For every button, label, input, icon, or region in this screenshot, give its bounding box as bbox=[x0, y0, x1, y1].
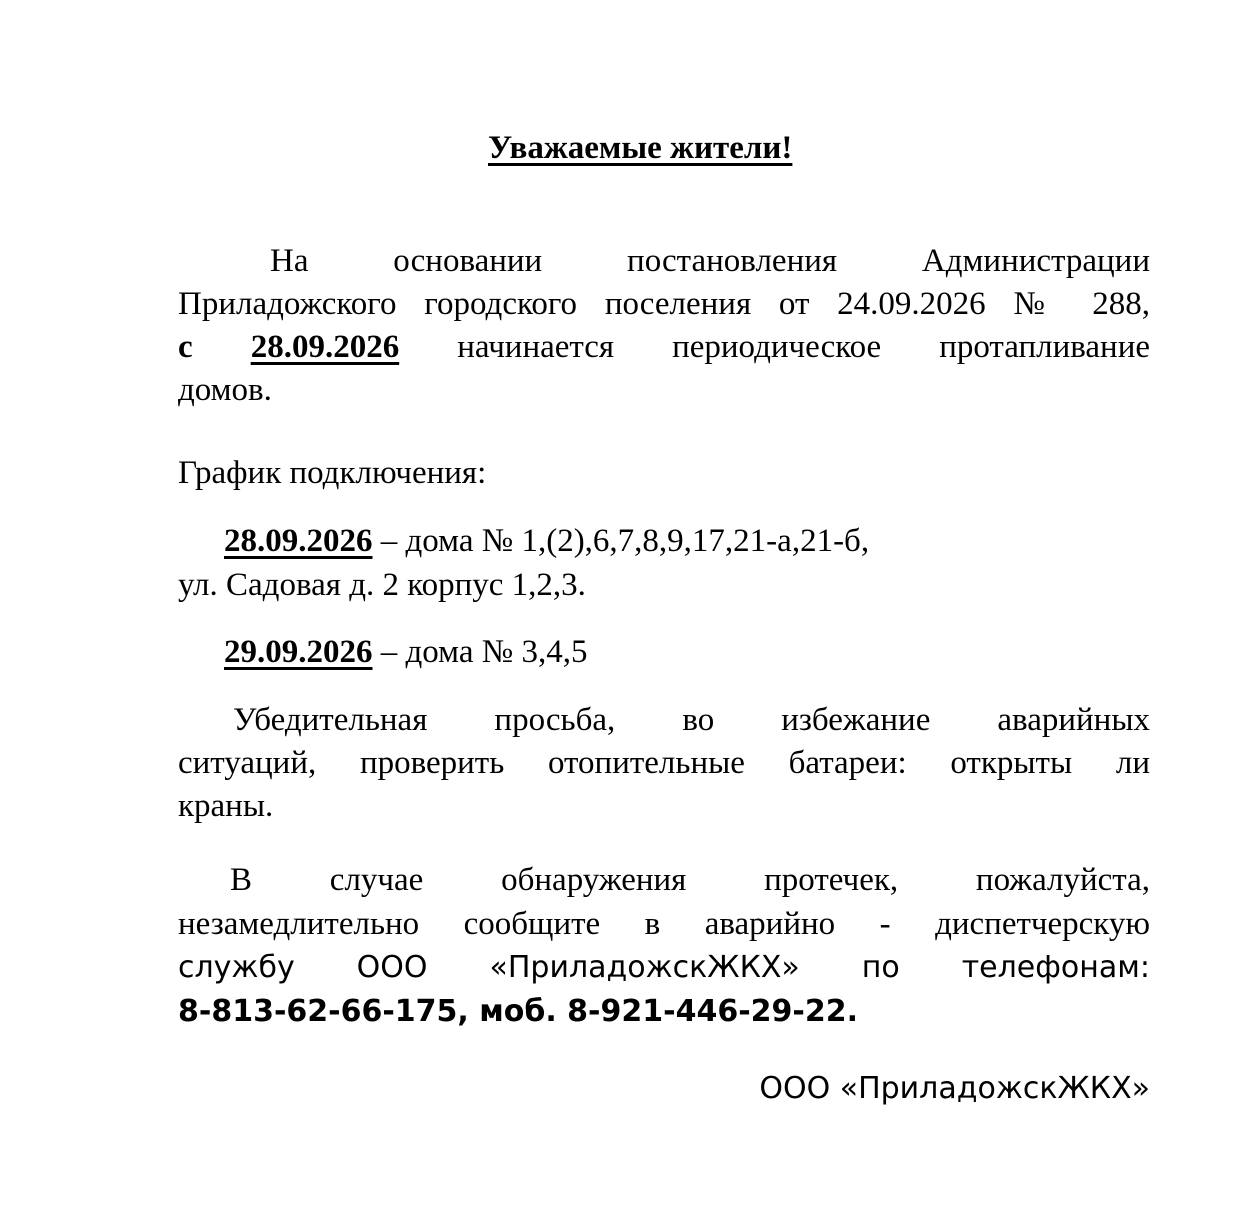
intro-line-3-text: начинается периодическое протапливание bbox=[457, 329, 1151, 365]
request-paragraph bbox=[178, 699, 1150, 828]
schedule-item-2 bbox=[224, 630, 587, 674]
schedule-item-1 bbox=[178, 519, 869, 607]
leaks-line-2: незамедлительно сообщите в аварийно - диспетчерскую bbox=[178, 906, 1150, 942]
intro-line-4: домов. bbox=[178, 372, 272, 408]
signature: ООО «ПриладожскЖКХ» bbox=[759, 1071, 1150, 1106]
notice-title: Уважаемые жители! bbox=[488, 130, 793, 166]
intro-line-2: Приладожского городского поселения от 24.09.2026 № 288, bbox=[178, 286, 1150, 322]
intro-paragraph bbox=[178, 240, 1150, 412]
schedule-date-1: 28.09.2026 bbox=[224, 523, 373, 559]
schedule-item-1-first-line bbox=[178, 519, 869, 563]
schedule-label: График подключения: bbox=[178, 455, 487, 491]
schedule-houses-1-cont: ул. Садовая д. 2 корпус 1,2,3. bbox=[178, 567, 586, 603]
intro-line-3 bbox=[178, 326, 1150, 369]
leaks-line-3: службу ООО «ПриладожскЖКХ» по телефонам: bbox=[178, 950, 1150, 985]
leaks-line-1: В случае обнаружения протечек, пожалуйста, bbox=[230, 862, 1150, 898]
leaks-paragraph bbox=[178, 858, 1150, 1034]
start-date: 28.09.2026 bbox=[250, 329, 400, 365]
intro-prefix: с bbox=[178, 329, 193, 365]
intro-line-1: На основании постановления Администрации bbox=[270, 243, 1150, 279]
request-line-2: ситуаций, проверить отопительные батареи: открыты ли bbox=[178, 745, 1150, 781]
phone-numbers: 8-813-62-66-175, моб. 8-921-446-29-22. bbox=[178, 994, 858, 1029]
request-line-3: краны. bbox=[178, 788, 274, 824]
schedule-houses-2: – дома № 3,4,5 bbox=[372, 634, 588, 670]
schedule-houses-1: – дома № 1,(2),6,7,8,9,17,21-а,21-б, bbox=[372, 523, 870, 559]
request-line-1: Убедительная просьба, во избежание аварийных bbox=[233, 702, 1150, 738]
schedule-date-2: 29.09.2026 bbox=[224, 634, 373, 670]
